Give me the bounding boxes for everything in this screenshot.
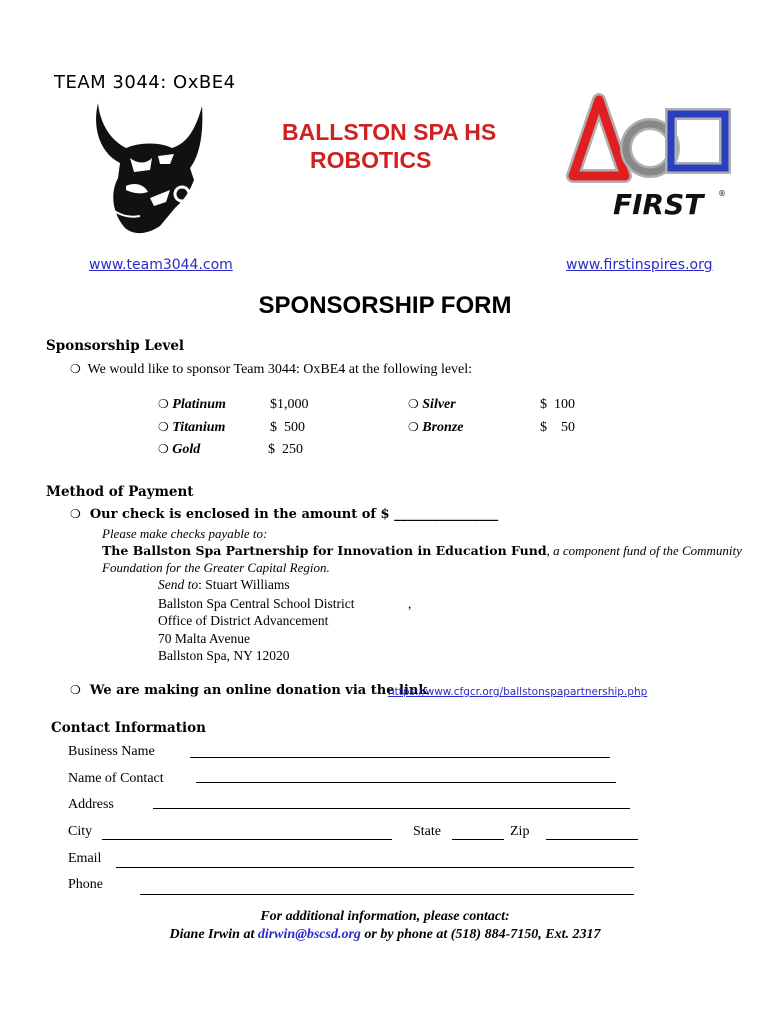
contact-email-link[interactable]: dirwin@bscsd.org <box>257 927 361 942</box>
sponsorship-level-heading: Sponsorship Level <box>46 338 185 354</box>
send-to-label: Send to <box>158 577 199 592</box>
fund-name: The Ballston Spa Partnership for Innovation in Education Fund <box>102 543 547 558</box>
radio-circle-icon[interactable]: ❍ <box>70 507 81 521</box>
check-option-text: Our check is enclosed in the amount of $ ________________ <box>89 507 499 522</box>
title-line-2: ROBOTICS <box>310 147 432 173</box>
radio-circle-icon[interactable]: ❍ <box>408 397 419 411</box>
phone-label: Phone <box>68 877 103 892</box>
first-logo-text: FIRST <box>613 188 704 221</box>
first-website-link[interactable]: www.firstinspires.org <box>566 257 713 273</box>
radio-circle-icon[interactable]: ❍ <box>158 397 169 411</box>
address-line: 70 Malta Avenue <box>158 631 250 646</box>
method-of-payment-heading: Method of Payment <box>46 484 194 500</box>
form-title: SPONSORSHIP FORM <box>258 292 512 319</box>
send-to <box>158 577 290 593</box>
radio-circle-icon[interactable]: ❍ <box>408 420 419 434</box>
state-field[interactable] <box>452 839 504 840</box>
school-title <box>282 118 496 174</box>
online-option-text: We are making an online donation via the link <box>89 683 428 698</box>
business-name-label: Business Name <box>68 744 155 759</box>
email-field[interactable] <box>116 867 634 868</box>
business-name-field[interactable] <box>190 757 610 758</box>
amount-platinum: $1,000 <box>270 397 309 412</box>
contact-information-heading: Contact Information <box>51 720 206 736</box>
bull-logo-icon <box>90 98 210 242</box>
footer-line-1: For additional information, please contact: <box>260 909 510 924</box>
level-silver[interactable]: ❍ Silver <box>408 397 456 412</box>
sponsorship-intro <box>70 362 472 378</box>
fund-desc: , a component fund of the Community <box>546 543 742 558</box>
name-of-contact-field[interactable] <box>196 782 616 783</box>
city-field[interactable] <box>102 839 392 840</box>
radio-circle-icon[interactable]: ❍ <box>158 420 169 434</box>
address-label: Address <box>68 797 114 812</box>
intro-text: We would like to sponsor Team 3044: OxBE4 at the following level: <box>87 362 473 377</box>
zip-label: Zip <box>510 824 530 839</box>
address-line: Office of District Advancement <box>158 613 329 628</box>
amount-bronze: $ 50 <box>540 420 575 435</box>
phone-field[interactable] <box>140 894 634 895</box>
fund-desc-line2: Foundation for the Greater Capital Region. <box>102 560 330 575</box>
level-titanium[interactable]: ❍ Titanium <box>158 420 226 435</box>
zip-field[interactable] <box>546 839 638 840</box>
state-label: State <box>413 824 441 839</box>
team-name: TEAM 3044: OxBE4 <box>54 72 236 93</box>
amount-titanium: $ 500 <box>270 420 305 435</box>
level-platinum[interactable]: ❍ Platinum <box>158 397 226 412</box>
payable-note: Please make checks payable to: <box>102 526 268 541</box>
registered-mark: ® <box>718 189 726 198</box>
title-line-1: BALLSTON SPA HS <box>282 119 497 145</box>
address-line: Ballston Spa Central School District <box>158 596 355 611</box>
address-comma: , <box>408 596 412 611</box>
radio-circle-icon[interactable]: ❍ <box>70 683 81 697</box>
city-label: City <box>68 824 93 839</box>
address-line: Ballston Spa, NY 12020 <box>158 648 290 663</box>
radio-circle-icon[interactable]: ❍ <box>70 362 81 376</box>
send-to-name: : Stuart Williams <box>198 577 290 592</box>
footer-contact <box>0 908 770 944</box>
amount-gold: $ 250 <box>268 442 303 457</box>
online-donation-link[interactable]: https://www.cfgcr.org/ballstonspapartnership.php <box>388 686 648 698</box>
footer-line-2: Diane Irwin at dirwin@bscsd.org or by phone at (518) 884-7150, Ext. 2317 <box>169 927 601 942</box>
email-label: Email <box>68 851 102 866</box>
team-website-link[interactable]: www.team3044.com <box>89 257 233 273</box>
address-field[interactable] <box>153 808 630 809</box>
first-logo-icon <box>555 78 745 242</box>
fund-line <box>102 543 742 559</box>
check-option[interactable] <box>70 507 498 522</box>
name-of-contact-label: Name of Contact <box>68 771 164 786</box>
level-gold[interactable]: ❍ Gold <box>158 442 201 457</box>
online-option[interactable] <box>70 683 427 698</box>
radio-circle-icon[interactable]: ❍ <box>158 442 169 456</box>
level-bronze[interactable]: ❍ Bronze <box>408 420 464 435</box>
amount-silver: $ 100 <box>540 397 575 412</box>
